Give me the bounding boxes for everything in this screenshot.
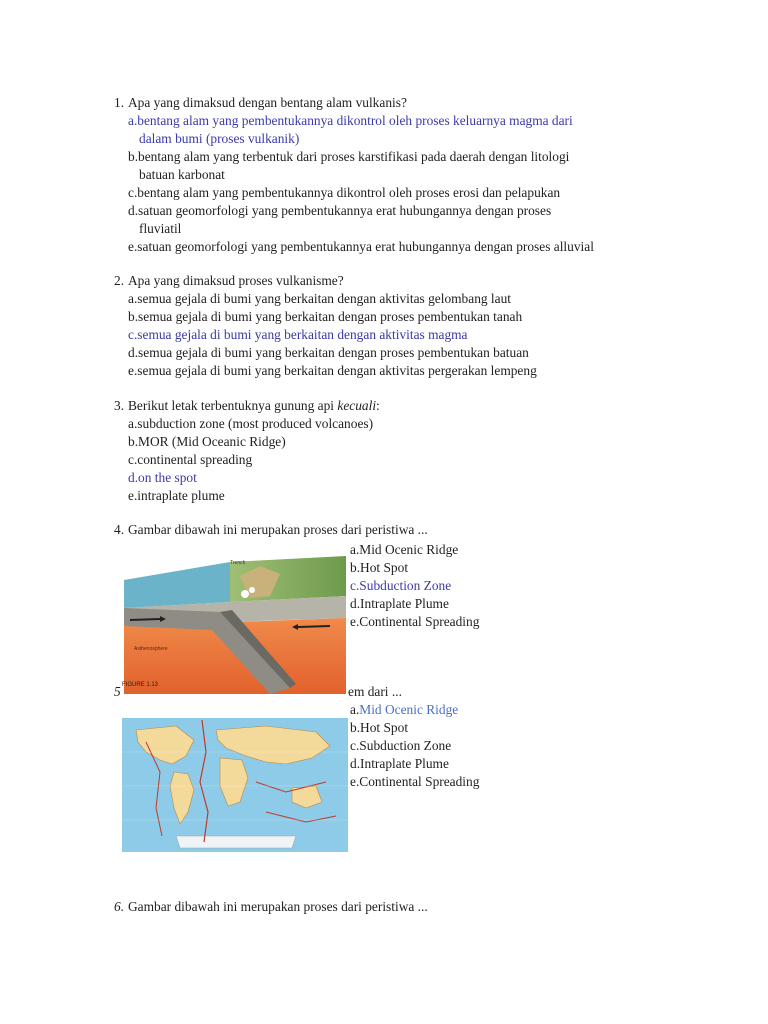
figure-caption: FIGURE 1.13 [122,682,159,688]
option-d[interactable]: d.Intraplate Plume [350,596,449,611]
world-plates-illustration [116,712,350,854]
option-a[interactable]: a.Mid Ocenic Ridge [350,702,459,717]
option-e[interactable]: e.Continental Spreading [350,774,480,789]
question-2 [114,272,674,380]
question-number: 2. [114,273,125,288]
question-text: Gambar dibawah ini merupakan proses dari peristiwa ... [128,899,428,914]
question-3: 3. Berikut letak terbentuknya gunung api kecuali: a.subduction zone (most produced volcanoes) b.MOR (Mid Oceanic Ridge) c.continental spreading d.on the spot e.intraplate plume [114,397,674,505]
question-text: Berikut letak terbentuknya gunung api [128,398,335,413]
subduction-block-diagram [120,556,348,702]
question-4-options [350,541,650,631]
question-5-options [350,701,650,791]
question-number: 4. [114,522,125,537]
question-text: Apa yang dimaksud dengan bentang alam vulkanis? [128,95,407,110]
option-b[interactable]: b.bentang alam yang terbentuk dari proses karstifikasi pada daerah dengan litologi batuan karbonat [128,149,570,182]
option-a[interactable]: a.bentang alam yang pembentukannya dikontrol oleh proses keluarnya magma dari dalam bumi (proses vulkanik) [128,113,573,146]
question-5 [114,683,134,701]
option-d[interactable]: d.semua gejala di bumi yang berkaitan dengan proses pembentukan batuan [128,345,529,360]
option-d[interactable]: d.satuan geomorfologi yang pembentukannya erat hubungannya dengan proses fluviatil [128,203,552,236]
svg-text:Asthenosphere: Asthenosphere [134,646,168,652]
tectonic-plates-map [116,712,350,854]
option-e[interactable]: e.semua gejala di bumi yang berkaitan dengan aktivitas pergerakan lempeng [128,363,537,378]
option-e[interactable]: e.satuan geomorfologi yang pembentukannya erat hubungannya dengan proses alluvial [128,239,594,254]
option-c[interactable]: c.Subduction Zone [350,578,452,593]
option-e[interactable]: e.intraplate plume [128,488,225,503]
question-text: Gambar dibawah ini merupakan proses dari peristiwa ... [128,522,428,537]
option-c[interactable]: c.semua gejala di bumi yang berkaitan dengan aktivitas magma [128,327,468,342]
option-b[interactable]: b.Hot Spot [350,560,409,575]
question-number: 5 [114,684,121,699]
svg-text:Trench: Trench [230,560,246,566]
question-1 [114,94,674,256]
question-number: 6. [114,899,125,914]
option-c[interactable]: c.Subduction Zone [350,738,452,753]
option-a[interactable]: a.subduction zone (most produced volcanoes) [128,416,374,431]
option-b[interactable]: b.MOR (Mid Oceanic Ridge) [128,434,286,449]
option-a[interactable]: a.semua gejala di bumi yang berkaitan dengan aktivitas gelombang laut [128,291,512,306]
option-b[interactable]: b.Hot Spot [350,720,409,735]
option-c[interactable]: c.continental spreading [128,452,253,467]
question-4 [114,521,674,539]
option-c[interactable]: c.bentang alam yang pembentukannya dikontrol oleh proses erosi dan pelapukan [128,185,561,200]
question-emphasis: kecuali [337,398,377,413]
question-number: 1. [114,95,125,110]
option-a[interactable]: a.Mid Ocenic Ridge [350,542,459,557]
option-b[interactable]: b.semua gejala di bumi yang berkaitan dengan proses pembentukan tanah [128,309,523,324]
subduction-diagram-illustration [120,556,348,702]
question-text: Apa yang dimaksud proses vulkanisme? [128,273,344,288]
option-e[interactable]: e.Continental Spreading [350,614,480,629]
option-d[interactable]: d.on the spot [128,470,197,485]
question-5-text-tail: em dari ... [348,684,402,699]
question-number: 3. [114,398,125,413]
option-d[interactable]: d.Intraplate Plume [350,756,449,771]
question-6 [114,898,674,916]
